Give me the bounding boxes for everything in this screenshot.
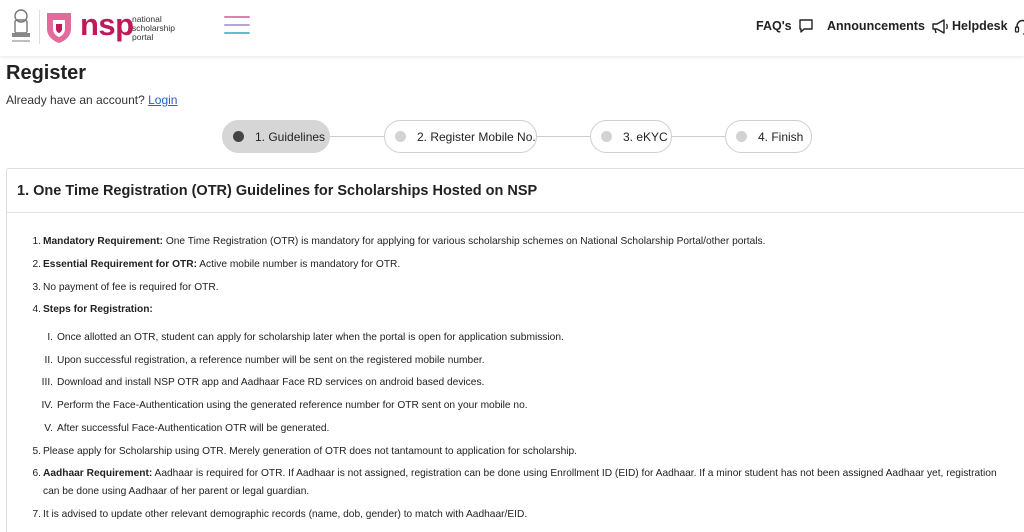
step-indicator-dot xyxy=(601,131,612,142)
step-text: Once allotted an OTR, student can apply for scholarship later when the portal is open for application submission. xyxy=(57,332,564,343)
guidelines-card xyxy=(6,168,1024,532)
step-numeral: I. xyxy=(47,332,53,343)
guideline-text: It is advised to update other relevant demographic records (name, dob, gender) to match with Aadhaar/EID. xyxy=(43,509,528,520)
nsp-shield-logo-icon[interactable] xyxy=(44,11,74,44)
account-prompt-text: Already have an account? xyxy=(6,93,145,107)
nav-announcements-label: Announcements xyxy=(827,19,925,33)
nav-faq[interactable] xyxy=(756,16,814,36)
nav-helpdesk[interactable] xyxy=(952,16,1024,36)
logo-sub-line: national xyxy=(132,14,162,24)
guideline-body: Active mobile number is mandatory for OTR. xyxy=(196,259,401,270)
step-text: Upon successful registration, a reference number will be sent on the registered mobile number. xyxy=(57,355,485,366)
guideline-text: No payment of fee is required for OTR. xyxy=(43,282,219,293)
megaphone-icon xyxy=(931,18,951,35)
guideline-text: can be done using Aadhaar of her parent or legal guardian. xyxy=(43,486,310,497)
headset-icon xyxy=(1014,18,1024,35)
step-register-mobile[interactable] xyxy=(384,120,537,153)
guideline-number: 6. xyxy=(32,468,41,479)
nav-announcements[interactable] xyxy=(827,16,951,36)
step-label: 1. Guidelines xyxy=(255,129,326,144)
step-numeral: II. xyxy=(44,355,53,366)
hamburger-menu-icon[interactable] xyxy=(224,16,250,38)
guideline-number: 2. xyxy=(32,259,41,270)
menu-bar xyxy=(224,16,250,18)
card-divider xyxy=(7,212,1024,213)
step-label: 4. Finish xyxy=(758,129,804,144)
guideline-text xyxy=(43,256,400,274)
national-emblem-icon xyxy=(8,8,34,46)
guideline-text xyxy=(43,465,997,483)
step-text: Download and install NSP OTR app and Aadhaar Face RD services on android based devices. xyxy=(57,377,485,388)
guideline-text xyxy=(43,301,153,319)
step-numeral: III. xyxy=(41,377,53,388)
nsp-logo-text[interactable]: nsp xyxy=(80,7,134,42)
guidelines-title: 1. One Time Registration (OTR) Guidelines for Scholarships Hosted on NSP xyxy=(17,183,538,199)
logo-sub-line: scholarship xyxy=(132,23,175,33)
account-prompt xyxy=(6,93,177,107)
guideline-number: 7. xyxy=(32,509,41,520)
step-numeral: IV. xyxy=(41,400,53,411)
nav-faq-label: FAQ's xyxy=(756,19,792,33)
nsp-logo-subtitle xyxy=(132,15,175,42)
step-label: 2. Register Mobile No. xyxy=(417,129,536,144)
guideline-bold: Essential Requirement for OTR: xyxy=(43,259,197,270)
login-link[interactable]: Login xyxy=(148,93,178,107)
guideline-number: 1. xyxy=(32,236,41,247)
step-indicator-dot xyxy=(736,131,747,142)
step-text: After successful Face-Authentication OTR will be generated. xyxy=(57,423,330,434)
step-indicator-dot xyxy=(395,131,406,142)
guideline-text: Please apply for Scholarship using OTR. Merely generation of OTR does not tantamount to application for scholarship. xyxy=(43,446,577,457)
step-ekyc[interactable] xyxy=(590,120,672,153)
logo-sub-line: portal xyxy=(132,32,154,42)
step-numeral: V. xyxy=(44,423,53,434)
step-text: Perform the Face-Authentication using the generated reference number for OTR sent on your mobile no. xyxy=(57,400,528,411)
step-finish[interactable] xyxy=(725,120,812,153)
guideline-bold: Mandatory Requirement: xyxy=(43,236,164,247)
chat-bubble-icon xyxy=(798,18,814,34)
nav-helpdesk-label: Helpdesk xyxy=(952,19,1008,33)
step-indicator-dot xyxy=(233,131,244,142)
logo-divider xyxy=(39,10,40,44)
site-header xyxy=(0,0,1024,56)
menu-bar xyxy=(224,24,250,26)
guideline-number: 4. xyxy=(32,304,41,315)
guideline-number: 5. xyxy=(32,446,41,457)
guideline-bold: Aadhaar Requirement: xyxy=(43,468,153,479)
guideline-text xyxy=(43,233,765,251)
menu-bar xyxy=(224,32,250,34)
step-label: 3. eKYC xyxy=(623,129,668,144)
guideline-body: One Time Registration (OTR) is mandatory for applying for various scholarship schemes on National Scholarship Portal/other portals. xyxy=(163,236,766,247)
step-guidelines[interactable] xyxy=(222,120,330,153)
guideline-body: Aadhaar is required for OTR. If Aadhaar is not assigned, registration can be done using Enrollment ID (EID) for Aadhaar. If a minor student has not been assigned Aadhaar yet, registration xyxy=(152,468,997,479)
guideline-bold: Steps for Registration: xyxy=(43,304,153,315)
page-title: Register xyxy=(6,62,87,84)
guideline-number: 3. xyxy=(32,282,41,293)
